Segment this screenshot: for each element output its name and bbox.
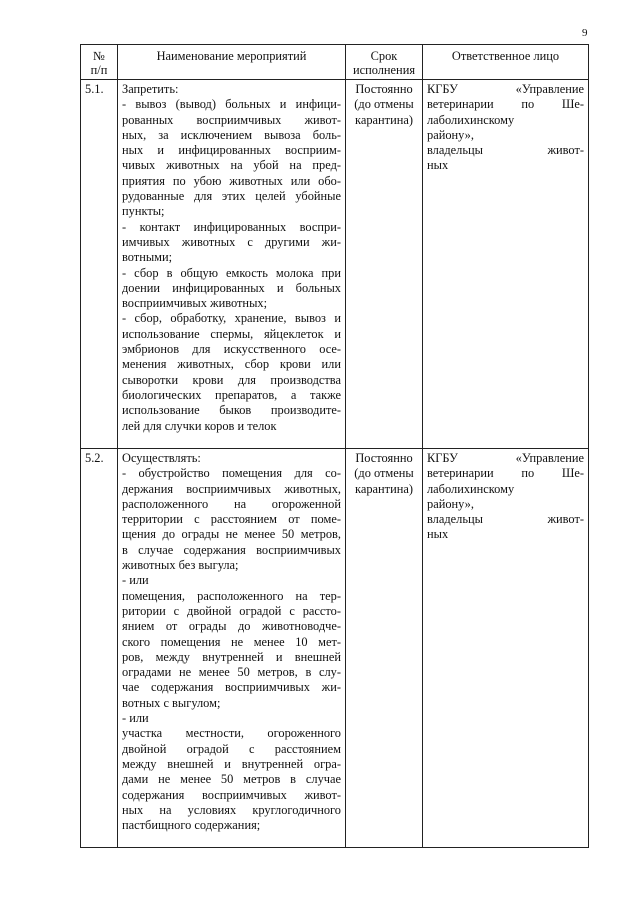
cell-line: району», <box>427 496 474 511</box>
cell-line: помещения, расположенного на тер- <box>122 588 341 603</box>
cell-line: между внешней и внутренней огра- <box>122 756 341 771</box>
cell-line: КГБУ «Управление <box>427 451 584 465</box>
cell-line: пастбищного содержания; <box>122 818 261 833</box>
cell-line: Запретить: <box>122 82 179 96</box>
row-measure-name <box>118 80 346 449</box>
cell-line: доении инфицированных и больных <box>122 280 341 295</box>
cell-line: менения животных, сбор крови или <box>122 357 341 372</box>
cell-line: двойной оградой с расстоянием <box>122 741 341 756</box>
table-row <box>81 449 589 848</box>
header-term-line: Срок <box>370 49 398 63</box>
cell-line: чивых животных на убой на пред- <box>122 158 341 173</box>
cell-line: ского помещения не менее 10 мет- <box>122 634 341 649</box>
row-term <box>346 449 423 848</box>
row-number: 5.1. <box>81 80 118 449</box>
cell-line: ных и инфицированных восприим- <box>122 143 341 158</box>
cell-line: - или <box>122 573 149 588</box>
cell-line: - обустройство помещения для со- <box>122 466 341 481</box>
cell-line: лаболихинскому <box>427 481 515 496</box>
cell-line: сыворотки крови для производства <box>122 372 341 387</box>
cell-line: ветеринарии по Ше- <box>427 97 584 112</box>
cell-line: территории с расстоянием от поме- <box>122 512 341 527</box>
cell-line: содержания восприимчивых живот- <box>122 787 341 802</box>
cell-line: лаболихинскому <box>427 112 515 127</box>
cell-line: - сбор в общую емкость молока при <box>122 265 341 280</box>
cell-line: имчивых животных с другими жи- <box>122 234 341 249</box>
cell-line: ритории с двойной оградой с рассто- <box>122 603 341 618</box>
cell-line: вотными; <box>122 250 173 265</box>
cell-line: - вывоз (вывод) больных и инфици- <box>122 97 341 112</box>
measures-table <box>80 44 589 848</box>
cell-line: использование быков производите- <box>122 403 341 418</box>
row-term <box>346 80 423 449</box>
cell-line: держания восприимчивых животных, <box>122 481 341 496</box>
table-header-row <box>81 45 589 80</box>
header-num-line: п/п <box>90 63 108 77</box>
cell-line: чае содержания восприимчивых жи- <box>122 680 341 695</box>
cell-line: - или <box>122 711 149 726</box>
cell-line: (до отмены <box>354 97 414 112</box>
cell-line: оградами не менее 50 метров, в слу- <box>122 665 341 680</box>
header-num-line: № <box>93 49 105 63</box>
cell-line: вотных с выгулом; <box>122 695 221 710</box>
cell-line: Постоянно <box>355 451 413 465</box>
cell-line: - контакт инфицированных воспри- <box>122 219 341 234</box>
header-name-text: Наименование мероприятий <box>156 49 307 63</box>
row-number: 5.2. <box>81 449 118 848</box>
header-responsible <box>423 45 589 80</box>
cell-line: ров, между внутренней и внешней <box>122 649 341 664</box>
header-responsible-text: Ответственное лицо <box>451 49 560 63</box>
cell-line: приятия по убою животных или обо- <box>122 173 341 188</box>
cell-line: ных, за исключением вывоза боль- <box>122 127 341 142</box>
cell-line: в случае содержания восприимчивых <box>122 542 341 557</box>
cell-line: рудованные для этих целей убойные <box>122 189 341 204</box>
cell-line: дами не менее 50 метров в случае <box>122 772 341 787</box>
page-number: 9 <box>582 27 588 39</box>
cell-line: восприимчивых животных; <box>122 296 268 311</box>
cell-line: эмбрионов для искусственного осе- <box>122 342 341 357</box>
row-measure-name <box>118 449 346 848</box>
cell-line: карантина) <box>355 481 413 496</box>
cell-line: (до отмены <box>354 466 414 481</box>
cell-line: КГБУ «Управление <box>427 82 584 96</box>
row-responsible <box>423 80 589 449</box>
cell-line: Постоянно <box>355 82 413 96</box>
cell-line: ных на условиях круглогодичного <box>122 802 341 817</box>
header-term <box>346 45 423 80</box>
cell-line: ветеринарии по Ше- <box>427 466 584 481</box>
cell-line: владельцы живот- <box>427 512 584 527</box>
cell-line: району», <box>427 127 474 142</box>
row-responsible <box>423 449 589 848</box>
header-term-line: исполнения <box>352 63 416 77</box>
cell-line: карантина) <box>355 112 413 127</box>
cell-line: ных <box>427 527 449 542</box>
header-name <box>118 45 346 80</box>
cell-line: расположенного на огороженной <box>122 496 341 511</box>
cell-line: владельцы живот- <box>427 143 584 158</box>
cell-line: ных <box>427 158 449 173</box>
cell-line: использование спермы, яйцеклеток и <box>122 326 341 341</box>
cell-line: щения до ограды не менее 50 метров, <box>122 527 341 542</box>
cell-line: - сбор, обработку, хранение, вывоз и <box>122 311 341 326</box>
cell-line: лей для случки коров и телок <box>122 418 277 433</box>
header-num <box>81 45 118 80</box>
cell-line: биологических препаратов, а также <box>122 387 341 402</box>
cell-line: рованных восприимчивых живот- <box>122 112 341 127</box>
cell-line: участка местности, огороженного <box>122 726 341 741</box>
table-row <box>81 80 589 449</box>
cell-line: янием от ограды до животноводче- <box>122 619 341 634</box>
cell-line: пункты; <box>122 204 165 219</box>
cell-line: Осуществлять: <box>122 451 201 465</box>
cell-line: животных без выгула; <box>122 558 239 573</box>
